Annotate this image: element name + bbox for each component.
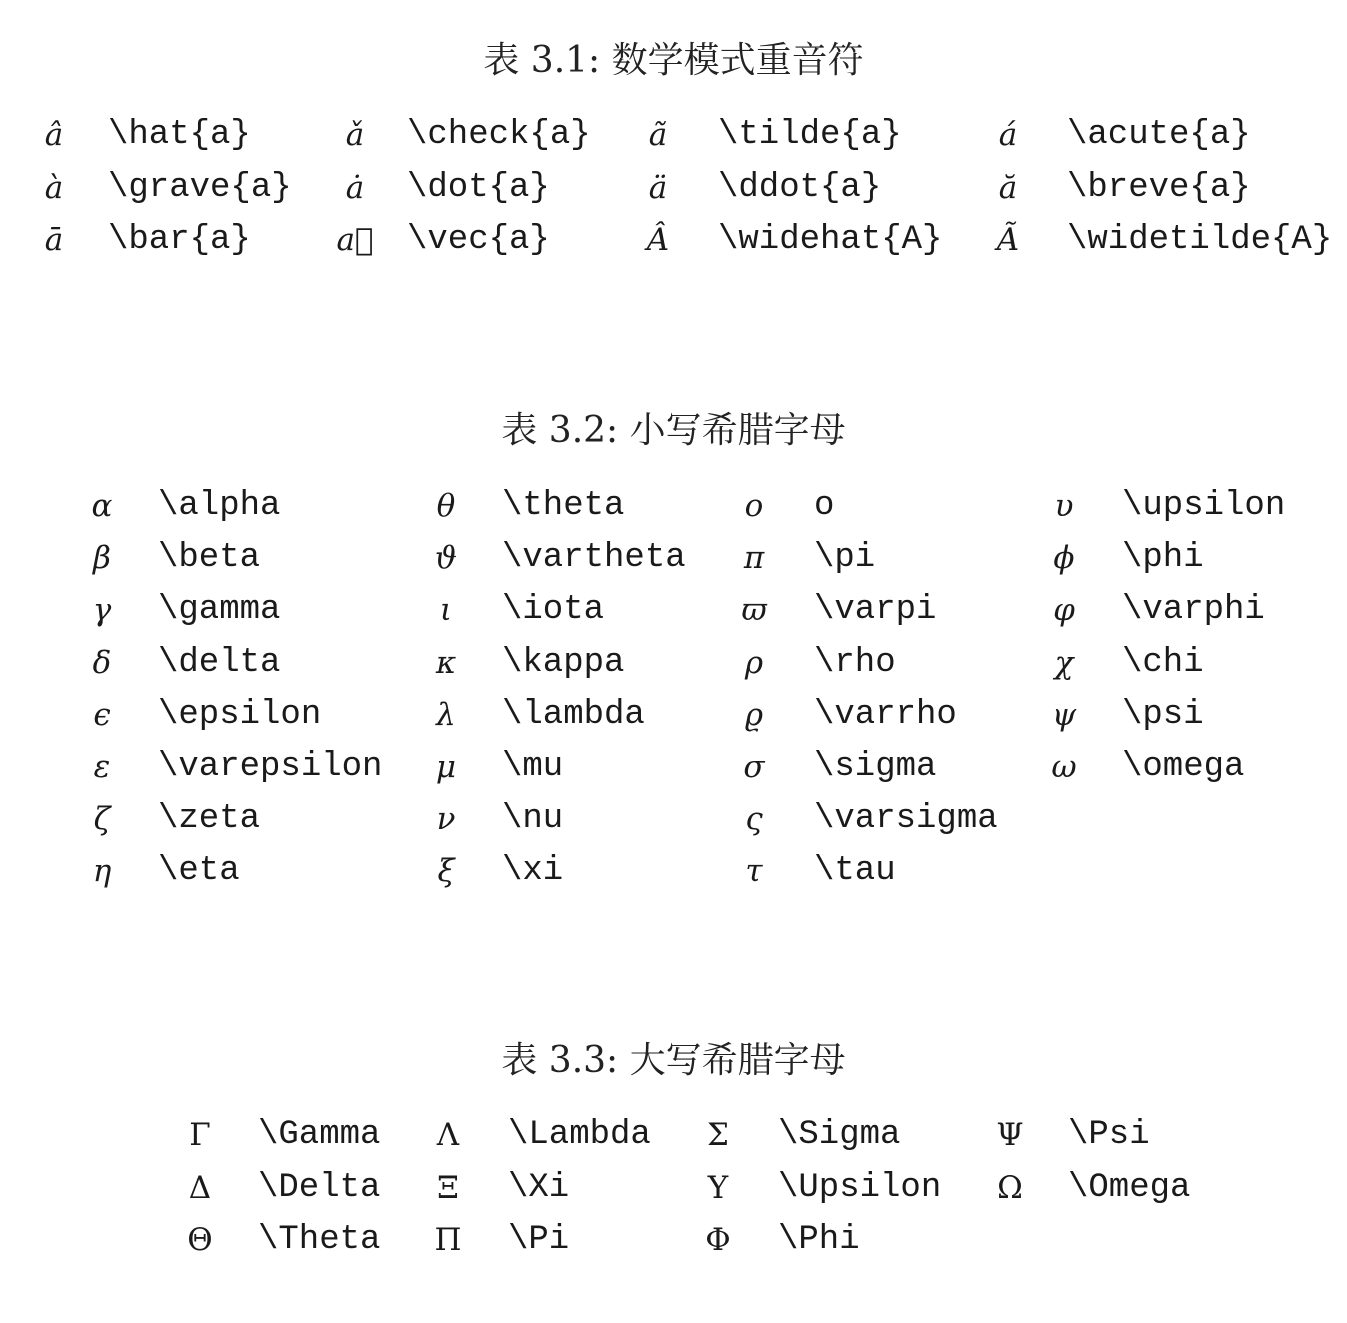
latex-command: \varepsilon	[158, 748, 383, 786]
latex-command: \tilde{a}	[718, 116, 902, 154]
math-symbol: Γ	[189, 1117, 211, 1153]
latex-command: \hat{a}	[108, 116, 251, 154]
math-symbol: ă	[998, 169, 1018, 206]
math-symbol: Θ	[187, 1222, 213, 1258]
latex-command: \chi	[1122, 643, 1204, 682]
table-caption: 表 3.3: 大写希腊字母	[501, 1040, 846, 1081]
latex-command: \psi	[1122, 695, 1204, 734]
latex-command: \gamma	[158, 591, 281, 630]
math-symbol: Ω	[997, 1169, 1023, 1206]
math-symbol: π	[743, 540, 765, 577]
latex-command: \eta	[158, 852, 240, 891]
math-symbol: ϖ	[741, 592, 767, 629]
latex-command: \varpi	[814, 591, 937, 630]
latex-command: o	[814, 487, 835, 525]
math-symbol: o	[744, 488, 764, 524]
latex-command: \breve{a}	[1067, 168, 1251, 207]
latex-command: \Gamma	[258, 1116, 381, 1154]
math-symbol: ω	[1051, 749, 1077, 785]
latex-command: \ddot{a}	[718, 168, 882, 207]
latex-command: \vartheta	[502, 539, 686, 578]
latex-command: \widehat{A}	[718, 221, 943, 259]
math-symbol: à	[44, 169, 64, 206]
latex-command: \theta	[502, 487, 625, 525]
latex-command: \zeta	[158, 800, 261, 839]
table-caption: 表 3.1: 数学模式重音符	[483, 40, 864, 81]
math-symbol: κ	[435, 644, 457, 681]
math-symbol: ι	[439, 592, 453, 629]
latex-command: \dot{a}	[407, 168, 550, 207]
math-symbol: ä	[648, 169, 668, 206]
latex-command: \Sigma	[778, 1116, 901, 1154]
math-symbol: ϵ	[93, 696, 111, 733]
math-symbol: γ	[92, 592, 112, 629]
latex-command: \acute{a}	[1067, 116, 1251, 154]
math-symbol: Â	[646, 222, 670, 258]
latex-command: \alpha	[158, 487, 281, 525]
math-symbol: Υ	[707, 1169, 729, 1206]
math-symbol: Ψ	[996, 1117, 1024, 1153]
math-symbol: υ	[1054, 488, 1074, 524]
math-symbol: Σ	[707, 1117, 729, 1153]
latex-command: \Delta	[258, 1168, 381, 1207]
latex-command: \delta	[158, 643, 281, 682]
latex-command: \Theta	[258, 1221, 381, 1259]
math-symbol: ȧ	[345, 169, 365, 206]
math-symbol: ϑ	[434, 540, 458, 577]
latex-command: \varsigma	[814, 800, 998, 839]
math-symbol: χ	[1054, 644, 1074, 681]
latex-command: \epsilon	[158, 695, 322, 734]
latex-command: \Phi	[778, 1221, 860, 1259]
math-symbol: φ	[1053, 592, 1075, 629]
math-symbol: ς	[745, 801, 763, 838]
latex-command: \iota	[502, 591, 605, 630]
latex-command: \sigma	[814, 748, 937, 786]
latex-command: \mu	[502, 748, 564, 786]
math-symbol: θ	[436, 488, 456, 524]
math-symbol: a⃗	[336, 222, 374, 258]
latex-command: \beta	[158, 539, 261, 578]
latex-command: \check{a}	[407, 116, 591, 154]
latex-command: \Omega	[1068, 1168, 1191, 1207]
math-symbol: Φ	[705, 1222, 731, 1258]
math-symbol: ϱ	[744, 696, 764, 733]
latex-command: \omega	[1122, 748, 1245, 786]
math-symbol: Ã	[996, 222, 1020, 258]
math-symbol: ν	[436, 801, 456, 838]
latex-command: \Lambda	[508, 1116, 651, 1154]
math-symbol: ρ	[744, 644, 764, 681]
math-symbol: ψ	[1051, 696, 1077, 733]
math-symbol: ξ	[437, 853, 455, 890]
math-symbol: ã	[648, 117, 668, 153]
math-symbol: λ	[436, 696, 456, 733]
latex-command: \xi	[502, 852, 564, 891]
latex-command: \vec{a}	[407, 221, 550, 259]
latex-command: \Upsilon	[778, 1168, 942, 1207]
latex-command: \pi	[814, 539, 876, 578]
latex-command: \Psi	[1068, 1116, 1150, 1154]
table-caption: 表 3.2: 小写希腊字母	[501, 410, 846, 451]
latex-command: \varphi	[1122, 591, 1265, 630]
math-symbol: Ξ	[437, 1169, 459, 1206]
latex-command: \upsilon	[1122, 487, 1286, 525]
latex-command: \Xi	[508, 1168, 570, 1207]
math-symbol: ǎ	[345, 117, 365, 153]
latex-command: \varrho	[814, 695, 957, 734]
latex-command: \nu	[502, 800, 564, 839]
math-symbol: â	[44, 117, 64, 153]
latex-command: \tau	[814, 852, 896, 891]
latex-command: \phi	[1122, 539, 1204, 578]
math-symbol: Δ	[188, 1169, 212, 1206]
latex-command: \kappa	[502, 643, 625, 682]
math-symbol: ε	[93, 749, 111, 785]
math-symbol: Λ	[436, 1117, 460, 1153]
latex-command: \bar{a}	[108, 221, 251, 259]
latex-command: \grave{a}	[108, 168, 292, 207]
math-symbol: Π	[434, 1222, 462, 1258]
latex-command: \widetilde{A}	[1067, 221, 1333, 259]
math-symbol: η	[92, 853, 112, 890]
math-symbol: ā	[44, 222, 64, 258]
math-symbol: á	[998, 117, 1018, 153]
math-symbol: α	[91, 488, 113, 524]
latex-command: \rho	[814, 643, 896, 682]
math-symbol: μ	[435, 749, 457, 785]
latex-command: \lambda	[502, 695, 645, 734]
latex-command: \Pi	[508, 1221, 570, 1259]
math-symbol: τ	[745, 853, 763, 890]
math-symbol: σ	[743, 749, 765, 785]
math-symbol: δ	[92, 644, 112, 681]
math-symbol: ϕ	[1053, 540, 1075, 577]
math-symbol: β	[93, 540, 111, 577]
math-symbol: ζ	[93, 801, 111, 838]
